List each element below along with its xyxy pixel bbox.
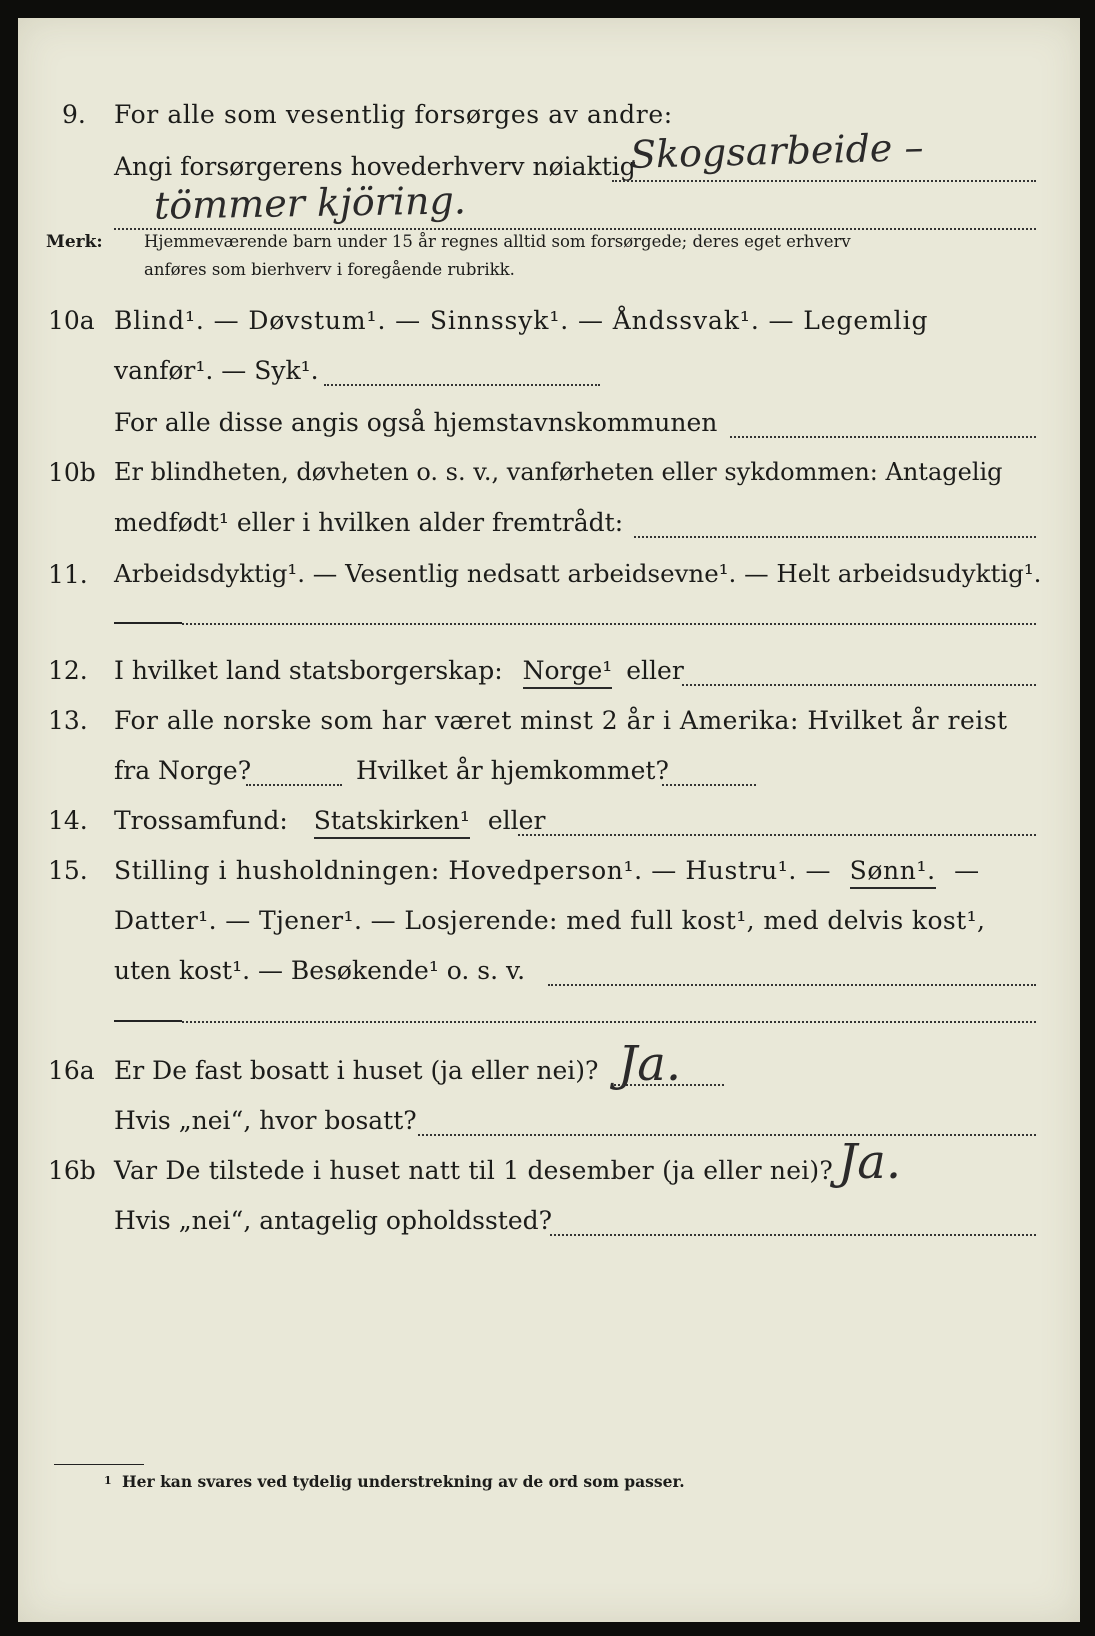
question-10a-line-1: Blind¹. — Døvstum¹. — Sinnssyk¹. — Åndssvak¹. — Legemlig [114,306,929,335]
answer-line [548,984,1036,986]
answer-line [418,1134,1036,1136]
answer-line [634,536,1036,538]
question-12-eller: eller [626,656,684,685]
question-14-line [114,808,545,833]
question-9-line-2: Angi forsørgerens hovederhverv nøiaktig [114,152,636,181]
question-14-underlined-answer: Statskirken¹ [314,806,470,839]
merk-note-line-2: anføres som bierhverv i foregående rubrikk. [144,260,515,279]
question-10b-line-1: Er blindheten, døvheten o. s. v., vanførheten eller sykdommen: Antagelig [114,458,1003,486]
question-14-text: Trossamfund: [114,806,288,835]
answer-line [730,436,1036,438]
question-10b-number: 10b [48,458,96,487]
question-9-number: 9. [62,100,86,129]
question-10a-number: 10a [48,306,95,335]
footnote-rule [54,1464,144,1465]
answer-line [114,1020,182,1022]
handwritten-answer-16b: Ja. [838,1134,902,1190]
census-form-page [18,18,1080,1622]
question-13-line-1: For alle norske som har været minst 2 år i Amerika: Hvilket år reist [114,706,1008,735]
answer-line [612,180,1036,182]
question-15-line-3: uten kost¹. — Besøkende¹ o. s. v. [114,956,526,985]
question-14-number: 14. [48,806,88,835]
question-16a-line-2: Hvis „nei“, hvor bosatt? [114,1106,417,1135]
answer-line [682,684,1036,686]
handwritten-answer-16a: Ja. [618,1036,682,1092]
handwritten-occupation-2: tömmer kjöring. [153,178,467,228]
question-12-number: 12. [48,656,88,685]
answer-line [614,1084,724,1086]
answer-line [662,784,756,786]
answer-line [518,834,1036,836]
answer-line [324,384,600,386]
question-16a-line-1: Er De fast bosatt i huset (ja eller nei)? [114,1056,599,1085]
question-15-number: 15. [48,856,88,885]
question-13-line-2a: fra Norge? [114,756,252,785]
question-12-text: I hvilket land statsborgerskap: [114,656,503,685]
merk-label: Merk: [46,232,103,252]
footnote-text: Her kan svares ved tydelig understrekning av de ord som passer. [122,1472,685,1491]
merk-note-line-1: Hjemmeværende barn under 15 år regnes alltid som forsørgede; deres eget erhverv [144,232,851,251]
answer-line [182,1021,1036,1023]
question-10a-line-2: vanfør¹. — Syk¹. [114,356,319,385]
question-9-line-1: For alle som vesentlig forsørges av andre: [114,100,673,129]
question-15-line-2: Datter¹. — Tjener¹. — Losjerende: med full kost¹, med delvis kost¹, [114,906,986,935]
answer-line [246,784,342,786]
answer-line [182,623,1036,625]
question-15-dash: — [954,856,980,885]
question-10a-line-3: For alle disse angis også hjemstavnskommunen [114,408,718,437]
question-12-line [114,658,684,683]
footnote-mark: 1 [104,1474,112,1487]
question-13-line-2b: Hvilket år hjemkommet? [356,756,669,785]
answer-line [550,1234,1036,1236]
question-16a-number: 16a [48,1056,95,1085]
question-16b-line-2: Hvis „nei“, antagelig opholdssted? [114,1206,553,1235]
question-13-number: 13. [48,706,88,735]
question-16b-number: 16b [48,1156,96,1185]
question-10b-line-2: medfødt¹ eller i hvilken alder fremtrådt: [114,508,624,537]
question-15-text: Stilling i husholdningen: Hovedperson¹. — Hustru¹. — [114,856,832,885]
handwritten-occupation-1: Skogsarbeide – [629,125,924,177]
question-14-eller: eller [487,806,546,835]
question-15-underlined-answer: Sønn¹. [850,856,936,889]
question-12-underlined-answer: Norge¹ [523,656,613,689]
answer-line [114,228,1036,230]
question-11-number: 11. [48,560,88,589]
question-15-line-1 [114,858,980,883]
question-11-line-1: Arbeidsdyktig¹. — Vesentlig nedsatt arbeidsevne¹. — Helt arbeidsudyktig¹. [114,559,1042,588]
answer-line [114,622,182,624]
question-16b-line-1: Var De tilstede i huset natt til 1 desember (ja eller nei)? [114,1156,833,1185]
